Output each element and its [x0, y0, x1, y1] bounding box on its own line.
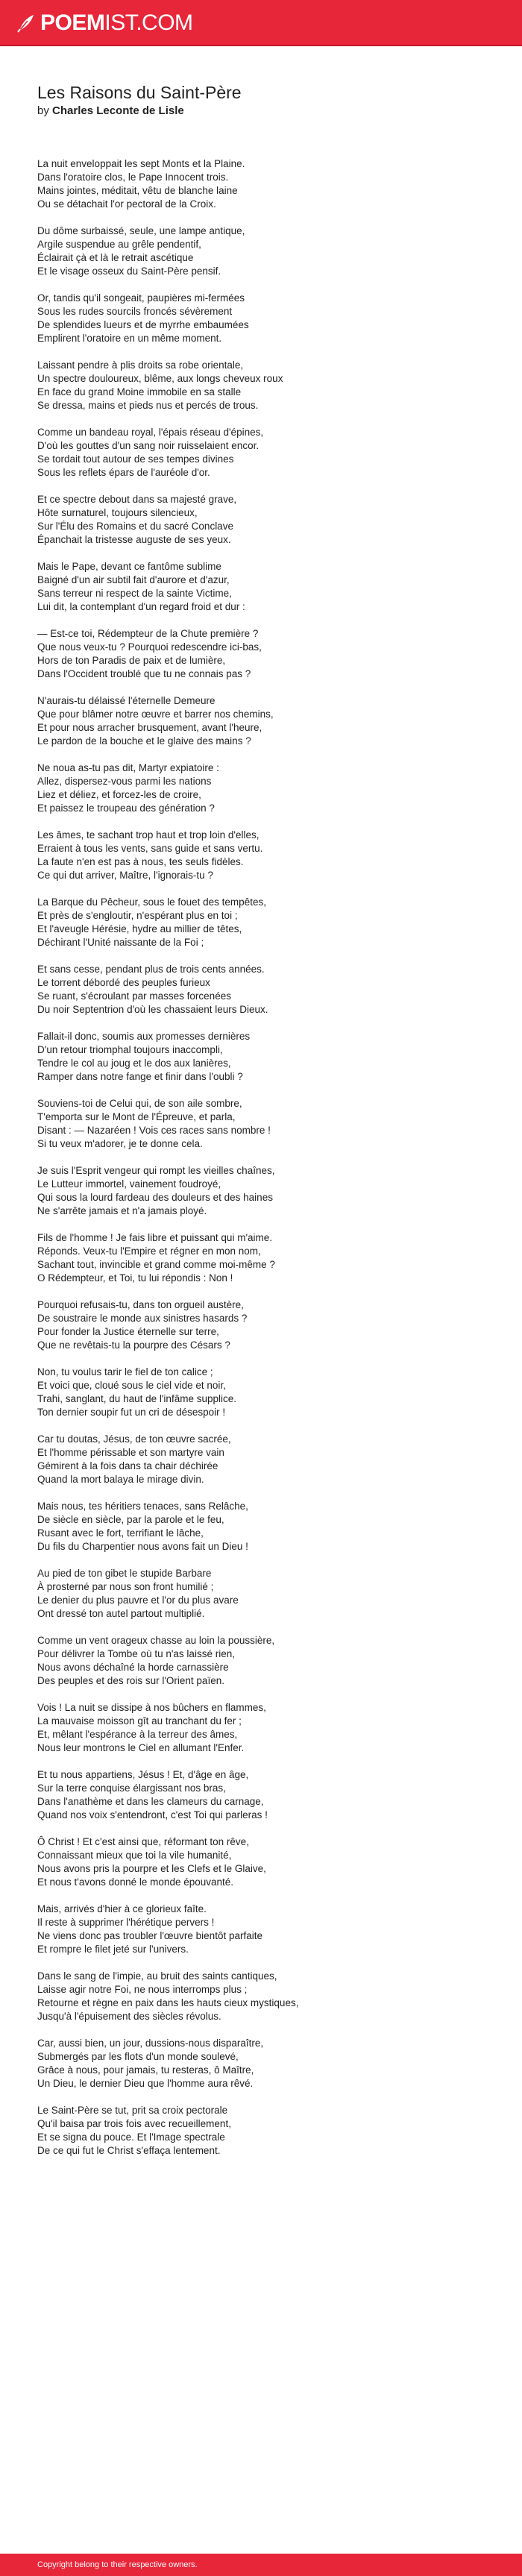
poem-line: Laissant pendre à plis droits sa robe orientale, [37, 359, 244, 371]
poem-line: Et l'homme périssable et son martyre vain [37, 1447, 224, 1458]
poem-line: Souviens-toi de Celui qui, de son aile sombre, [37, 1098, 242, 1109]
stanza [37, 1097, 485, 1151]
byline-prefix: by [37, 104, 49, 117]
poem-line: Et rompre le filet jeté sur l'univers. [37, 1944, 189, 1955]
feather-logo-icon [15, 13, 36, 34]
poem-line: Ce qui dut arriver, Maître, l'ignorais-tu ? [37, 870, 213, 881]
poem-line: De ce qui fut le Christ s'effaça lentement. [37, 2145, 221, 2156]
poem-line: Rusant avec le fort, terrifiant le lâche, [37, 1527, 204, 1539]
stanza [37, 560, 485, 614]
poem-line: Sur l'Élu des Romains et du sacré Conclave [37, 521, 233, 532]
copyright-text: Copyright belong to their respective owners. [37, 2560, 198, 2569]
poem-line: La mauvaise moisson gît au tranchant du fer ; [37, 1715, 242, 1727]
poem-line: Hors de ton Paradis de paix et de lumière, [37, 655, 226, 666]
poem-line: Un spectre douloureux, blême, aux longs cheveux roux [37, 373, 283, 384]
poem-line: Se dressa, mains et pieds nus et percés de trous. [37, 400, 259, 411]
poem-line: Ne viens donc pas troubler l'œuvre bientôt parfaite [37, 1930, 262, 1941]
site-footer [0, 2554, 522, 2576]
poem-line: Fils de l'homme ! Je fais libre et puissant qui m'aime. [37, 1232, 273, 1243]
poem-line: Grâce à nous, pour jamais, tu resteras, ô Maître, [37, 2064, 254, 2076]
stanza [37, 761, 485, 815]
stanza [37, 896, 485, 949]
stanza [37, 493, 485, 547]
site-logo[interactable] [15, 10, 193, 36]
byline [37, 104, 485, 119]
poem-line: Sous les rudes sourcils froncés sévèrement [37, 306, 233, 317]
poem-line: Sur la terre conquise élargissant nos bras, [37, 1782, 226, 1794]
poem-line: Gémirent à la fois dans ta chair déchirée [37, 1460, 218, 1471]
poem-line: La Barque du Pêcheur, sous le fouet des tempêtes, [37, 896, 266, 908]
poem-line: Au pied de ton gibet le stupide Barbare [37, 1568, 212, 1579]
poem-line: Et paissez le troupeau des génération ? [37, 802, 215, 814]
poem-line: Épanchait la tristesse auguste de ses yeux. [37, 534, 231, 545]
stanza [37, 2104, 485, 2158]
poem-line: Le pardon de la bouche et le glaive des mains ? [37, 735, 251, 747]
poem-line: Nous avons déchaîné la horde carnassière [37, 1662, 229, 1673]
stanza [37, 1164, 485, 1218]
stanza [37, 426, 485, 480]
stanza [37, 1903, 485, 1956]
poem-content [37, 82, 485, 2171]
poem-line: Or, tandis qu'il songeait, paupières mi-fermées [37, 292, 245, 304]
poem-line: En face du grand Moine immobile en sa stalle [37, 386, 242, 398]
poem-line: Sous les reflets épars de l'auréole d'or. [37, 467, 210, 478]
poem-line: D'un retour triomphal toujours inaccompli, [37, 1044, 223, 1055]
poem-line: Ton dernier soupir fut un cri de désespoir ! [37, 1407, 226, 1418]
stanza [37, 1768, 485, 1822]
stanza [37, 1030, 485, 1084]
poem-line: Ne noua as-tu pas dit, Martyr expiatoire : [37, 762, 219, 773]
poem-line: Mains jointes, méditait, vêtu de blanche laine [37, 185, 238, 196]
poem-line: Pour fonder la Justice éternelle sur terre, [37, 1326, 219, 1337]
poem-line: Disant : — Nazaréen ! Vois ces races sans nombre ! [37, 1125, 271, 1136]
poem-line: Trahi, sanglant, du haut de l'infâme supplice. [37, 1393, 236, 1404]
stanza [37, 1500, 485, 1554]
poem-line: Ramper dans notre fange et finir dans l'oubli ? [37, 1071, 243, 1082]
poem-line: Car, aussi bien, un jour, dussions-nous disparaître, [37, 2038, 264, 2049]
poem-line: Jusqu'à l'épuisement des siècles révolus. [37, 2011, 221, 2022]
stanza [37, 1835, 485, 1889]
poem-line: Mais nous, tes héritiers tenaces, sans Relâche, [37, 1501, 248, 1512]
poem-line: Vois ! La nuit se dissipe à nos bûchers en flammes, [37, 1702, 266, 1713]
poem-line: À prosterné par nous son front humilié ; [37, 1581, 214, 1592]
poem-line: T'emporta sur le Mont de l'Épreuve, et parla, [37, 1111, 236, 1122]
poem-line: Dans l'Occident troublé que tu ne connais pas ? [37, 668, 251, 679]
poem-line: La faute n'en est pas à nous, tes seuls fidèles. [37, 856, 244, 867]
poem-line: — Est-ce toi, Rédempteur de la Chute première ? [37, 628, 259, 639]
poem-line: Réponds. Veux-tu l'Empire et régner en mon nom, [37, 1245, 261, 1257]
logo-wordmark: POEMIST.COM [40, 10, 193, 35]
poem-line: Le Lutteur immortel, vainement foudroyé, [37, 1178, 221, 1190]
poem-line: Quand la mort balaya le mirage divin. [37, 1474, 204, 1485]
poem-line: Emplirent l'oratoire en un même moment. [37, 333, 222, 344]
poem-line: Et pour nous arracher brusquement, avant l'heure, [37, 722, 262, 733]
poem-line: Et, mêlant l'espérance à la terreur des âmes, [37, 1729, 238, 1740]
poem-line: Ô Christ ! Et c'est ainsi que, réformant ton rêve, [37, 1836, 249, 1847]
poem-line: Comme un bandeau royal, l'épais réseau d'épines, [37, 427, 264, 438]
stanza [37, 1970, 485, 2023]
poem-line: Éclairait çà et là le retrait ascétique [37, 252, 194, 263]
stanza [37, 1634, 485, 1688]
site-header [0, 0, 522, 46]
poem-line: Que ne revêtais-tu la pourpre des Césars ? [37, 1339, 230, 1351]
poem-line: Argile suspendue au grêle pendentif, [37, 239, 201, 250]
poem-title: Les Raisons du Saint-Père [37, 83, 242, 102]
poem-line: Déchirant l'Unité naissante de la Foi ; [37, 937, 204, 948]
stanza [37, 292, 485, 345]
poem-line: De soustraire le monde aux sinistres hasards ? [37, 1313, 248, 1324]
poem-line: Et l'aveugle Hérésie, hydre au millier de têtes, [37, 923, 242, 934]
poem-line: Et ce spectre debout dans sa majesté grave, [37, 494, 237, 505]
poem-line: Qui sous la lourd fardeau des douleurs et des haines [37, 1192, 273, 1203]
poem-line: N'aurais-tu délaissé l'éternelle Demeure [37, 695, 216, 706]
poem-line: Non, tu voulus tarir le fiel de ton calice ; [37, 1366, 213, 1377]
poem-line: Des peuples et des rois sur l'Orient païen. [37, 1675, 224, 1686]
poem-line: Et se signa du pouce. Et l'Image spectrale [37, 2132, 225, 2143]
poem-line: Nous avons pris la pourpre et les Clefs et le Glaive, [37, 1863, 266, 1874]
poem-line: Retourne et règne en paix dans les hauts cieux mystiques, [37, 1997, 299, 2008]
stanza [37, 1701, 485, 1755]
poem-line: Que nous veux-tu ? Pourquoi redescendre ici-bas, [37, 641, 262, 653]
stanza [37, 359, 485, 412]
poem-line: Et tu nous appartiens, Jésus ! Et, d'âge en âge, [37, 1769, 249, 1780]
poem-line: De splendides lueurs et de myrrhe embaumées [37, 319, 249, 330]
poem-line: Liez et déliez, et forcez-les de croire, [37, 789, 201, 800]
stanza [37, 1298, 485, 1352]
poem-line: Allez, dispersez-vous parmi les nations [37, 776, 212, 787]
poem-line: Ont dressé ton autel partout multiplié. [37, 1608, 205, 1619]
poem-line: Fallait-il donc, soumis aux promesses dernières [37, 1031, 251, 1042]
stanza [37, 1433, 485, 1486]
poem-line: Et voici que, cloué sous le ciel vide et noir, [37, 1380, 226, 1391]
poem-line: Se tordait tout autour de ses tempes divines [37, 453, 234, 465]
stanza [37, 224, 485, 278]
poem-line: Tendre le col au joug et le dos aux lanières, [37, 1058, 231, 1069]
poem-line: Le torrent débordé des peuples furieux [37, 977, 210, 988]
stanza [37, 1231, 485, 1285]
poem-line: Mais, arrivés d'hier à ce glorieux faîte. [37, 1903, 207, 1914]
poem-line: Qu'il baisa par trois fois avec recueillement, [37, 2118, 231, 2129]
poem-line: Pour délivrer la Tombe où tu n'as laissé rien, [37, 1648, 235, 1659]
poem-line: Dans l'anathème et dans les clameurs du carnage, [37, 1796, 264, 1807]
poem-line: Un Dieu, le dernier Dieu que l'homme aura rêvé. [37, 2078, 254, 2089]
poem-line: Connaissant mieux que toi la vile humanité, [37, 1850, 232, 1861]
poem-line: Dans le sang de l'impie, au bruit des saints cantiques, [37, 1970, 277, 1982]
poem-line: Du noir Septentrion d'où les chassaient leurs Dieux. [37, 1004, 268, 1015]
poem-line: Que pour blâmer notre œuvre et barrer nos chemins, [37, 709, 274, 720]
poem-line: Et près de s'engloutir, n'espérant plus en toi ; [37, 910, 238, 921]
poem-line: Pourquoi refusais-tu, dans ton orgueil austère, [37, 1299, 244, 1310]
stanza [37, 963, 485, 1017]
poem-line: Le Saint-Père se tut, prit sa croix pectorale [37, 2105, 228, 2116]
poem-line: Ne s'arrête jamais et n'a jamais ployé. [37, 1205, 207, 1216]
poem-body [37, 157, 485, 2158]
poem-line: Le denier du plus pauvre et l'or du plus avare [37, 1595, 239, 1606]
poem-line: Submergés par les flots d'un monde soulevé, [37, 2051, 239, 2062]
poem-line: Baigné d'un air subtil fait d'aurore et d'azur, [37, 574, 230, 585]
poem-line: O Rédempteur, et Toi, tu lui répondis : Non ! [37, 1272, 233, 1284]
poem-line: Sans terreur ni respect de la sainte Victime, [37, 588, 232, 599]
poem-line: Et le visage osseux du Saint-Père pensif. [37, 266, 221, 277]
poem-line: Les âmes, te sachant trop haut et trop loin d'elles, [37, 829, 260, 841]
poem-line: Laisse agir notre Foi, ne nous interromps plus ; [37, 1984, 248, 1995]
poem-line: Quand nos voix s'entendront, c'est Toi qui parleras ! [37, 1809, 268, 1821]
stanza [37, 1567, 485, 1621]
poem-line: Nous leur montrons le Ciel en allumant l'Enfer. [37, 1742, 245, 1753]
poem-line: Lui dit, la contemplant d'un regard froid et dur : [37, 601, 245, 612]
stanza [37, 627, 485, 681]
stanza [37, 157, 485, 211]
poem-line: Mais le Pape, devant ce fantôme sublime [37, 561, 221, 572]
poem-line: Comme un vent orageux chasse au loin la poussière, [37, 1635, 275, 1646]
stanza [37, 829, 485, 882]
author-link[interactable]: Charles Leconte de Lisle [52, 104, 184, 117]
poem-line: Ou se détachait l'or pectoral de la Croix. [37, 198, 216, 210]
poem-line: Dans l'oratoire clos, le Pape Innocent trois. [37, 172, 229, 183]
poem-line: Erraient à tous les vents, sans guide et sans vertu. [37, 843, 263, 854]
poem-line: La nuit enveloppait les sept Monts et la Plaine. [37, 158, 245, 169]
poem-line: Du fils du Charpentier nous avons fait un Dieu ! [37, 1541, 248, 1552]
poem-line: Je suis l'Esprit vengeur qui rompt les vieilles chaînes, [37, 1165, 275, 1176]
poem-line: Si tu veux m'adorer, je te donne cela. [37, 1138, 203, 1149]
stanza [37, 694, 485, 748]
poem-line: Il reste à supprimer l'hérétique pervers ! [37, 1917, 215, 1928]
stanza [37, 1366, 485, 1419]
poem-line: Se ruant, s'écroulant par masses forcenées [37, 990, 231, 1002]
poem-line: Et nous t'avons donné le monde épouvanté. [37, 1876, 234, 1888]
stanza [37, 2037, 485, 2090]
poem-line: Du dôme surbaissé, seule, une lampe antique, [37, 225, 245, 236]
poem-line: Sachant tout, invincible et grand comme moi-même ? [37, 1259, 275, 1270]
poem-line: Hôte surnaturel, toujours silencieux, [37, 507, 198, 518]
poem-line: Car tu doutas, Jésus, de ton œuvre sacrée, [37, 1433, 231, 1445]
poem-line: Et sans cesse, pendant plus de trois cents années. [37, 964, 265, 975]
poem-line: De siècle en siècle, par la parole et le feu, [37, 1514, 224, 1525]
poem-line: D'où les gouttes d'un sang noir ruisselaient encor. [37, 440, 260, 451]
